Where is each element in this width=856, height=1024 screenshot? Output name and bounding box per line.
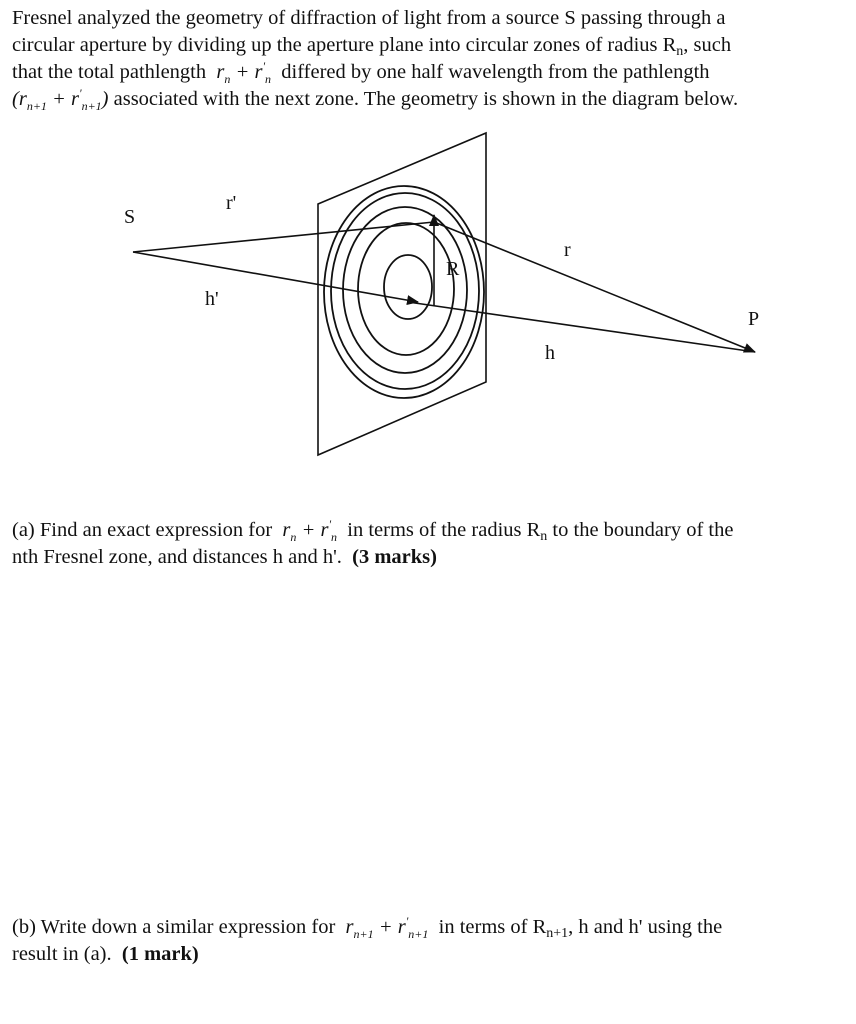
fresnel-zones xyxy=(324,186,484,398)
source-to-edge-line xyxy=(133,222,434,252)
part-a-expr-plus: + r xyxy=(296,519,329,541)
part-b-line-1 xyxy=(12,914,842,941)
intro-line-2-subscript: n xyxy=(676,44,684,59)
intro-line-2-end: , such xyxy=(683,34,732,56)
expr-open: (r xyxy=(12,88,27,110)
intro-line-2 xyxy=(12,32,842,59)
part-a-line-2 xyxy=(12,544,842,571)
part-b-middle: in terms of R xyxy=(438,916,547,938)
zone-circle-2 xyxy=(358,223,454,355)
part-b-expr-sub: n+1 xyxy=(353,927,374,942)
label-h-prime: h' xyxy=(205,288,219,310)
intro-paragraph xyxy=(12,5,842,113)
label-R: R xyxy=(446,258,460,280)
part-a-middle: in terms of the radius R xyxy=(347,519,541,541)
label-h: h xyxy=(545,342,555,364)
part-a-suffix: to the boundary of the xyxy=(552,519,734,541)
expr-prime-2: ' xyxy=(78,86,82,101)
part-b-expr-sub2: n+1 xyxy=(408,927,429,942)
part-b-suffix: , h and h' using the xyxy=(568,916,723,938)
part-b-prefix: (b) Write down a similar expression for xyxy=(12,916,336,938)
part-b-expr-plus: + r xyxy=(373,916,406,938)
part-a-expr-sub: n xyxy=(290,530,297,545)
intro-line-3-text: that the total pathlength xyxy=(12,61,207,83)
part-b-expr-prime: ' xyxy=(405,914,409,929)
expr-sub-2: n+1 xyxy=(81,99,102,114)
expr-close: ) xyxy=(101,88,109,110)
intro-line-4-end: associated with the next zone. The geometry is shown in the diagram below. xyxy=(113,88,739,110)
expr-rprime-sub: n xyxy=(265,72,272,87)
part-b-line-2 xyxy=(12,941,842,968)
intro-line-1: Fresnel analyzed the geometry of diffraction of light from a source S passing through a xyxy=(12,7,726,29)
part-a-expr-prime: ' xyxy=(328,517,332,532)
intro-line-3 xyxy=(12,59,842,86)
pathlength-expression-n1 xyxy=(12,86,109,114)
zone-circle-1 xyxy=(384,255,432,319)
expr-prime: ' xyxy=(262,59,266,74)
expr-sub-1: n+1 xyxy=(26,99,47,114)
label-r: r xyxy=(564,239,571,261)
zone-circle-5 xyxy=(324,186,484,398)
part-a-expr-r: r xyxy=(282,519,291,541)
question-part-b xyxy=(12,914,842,968)
zone-circle-3 xyxy=(343,207,467,373)
source-to-center-arrow xyxy=(133,252,418,302)
fresnel-zone-diagram xyxy=(0,120,856,510)
pathlength-expression-n xyxy=(216,59,272,87)
part-b-marks: (1 mark) xyxy=(121,943,199,965)
label-S: S xyxy=(124,206,136,228)
expr-r-sub: n xyxy=(224,72,231,87)
expr-r: r xyxy=(216,61,225,83)
edge-to-point-arrow xyxy=(434,222,755,352)
intro-line-3-end: differed by one half wavelength from the pathlength xyxy=(281,61,710,83)
part-b-expr-r: r xyxy=(345,916,354,938)
part-a-line-1 xyxy=(12,517,842,544)
part-a-expr-sub2: n xyxy=(331,530,338,545)
part-a-middle-sub: n xyxy=(540,529,548,544)
expr-plus-r: + r xyxy=(230,61,263,83)
part-a-prefix: (a) Find an exact expression for xyxy=(12,519,273,541)
question-part-a xyxy=(12,517,842,571)
part-a-expression xyxy=(282,517,338,545)
part-a-marks: (3 marks) xyxy=(352,546,437,568)
part-b-middle-sub: n+1 xyxy=(546,926,569,941)
intro-line-4 xyxy=(12,86,842,113)
intro-line-2-text: circular aperture by dividing up the aperture plane into circular zones of radius R xyxy=(12,34,677,56)
part-b-expression xyxy=(345,914,429,942)
part-a-line-2-text: nth Fresnel zone, and distances h and h'. xyxy=(12,546,342,568)
part-b-line-2-text: result in (a). xyxy=(12,943,112,965)
label-P: P xyxy=(748,308,760,330)
expr-plus: + r xyxy=(46,88,79,110)
label-r-prime: r' xyxy=(226,192,237,214)
